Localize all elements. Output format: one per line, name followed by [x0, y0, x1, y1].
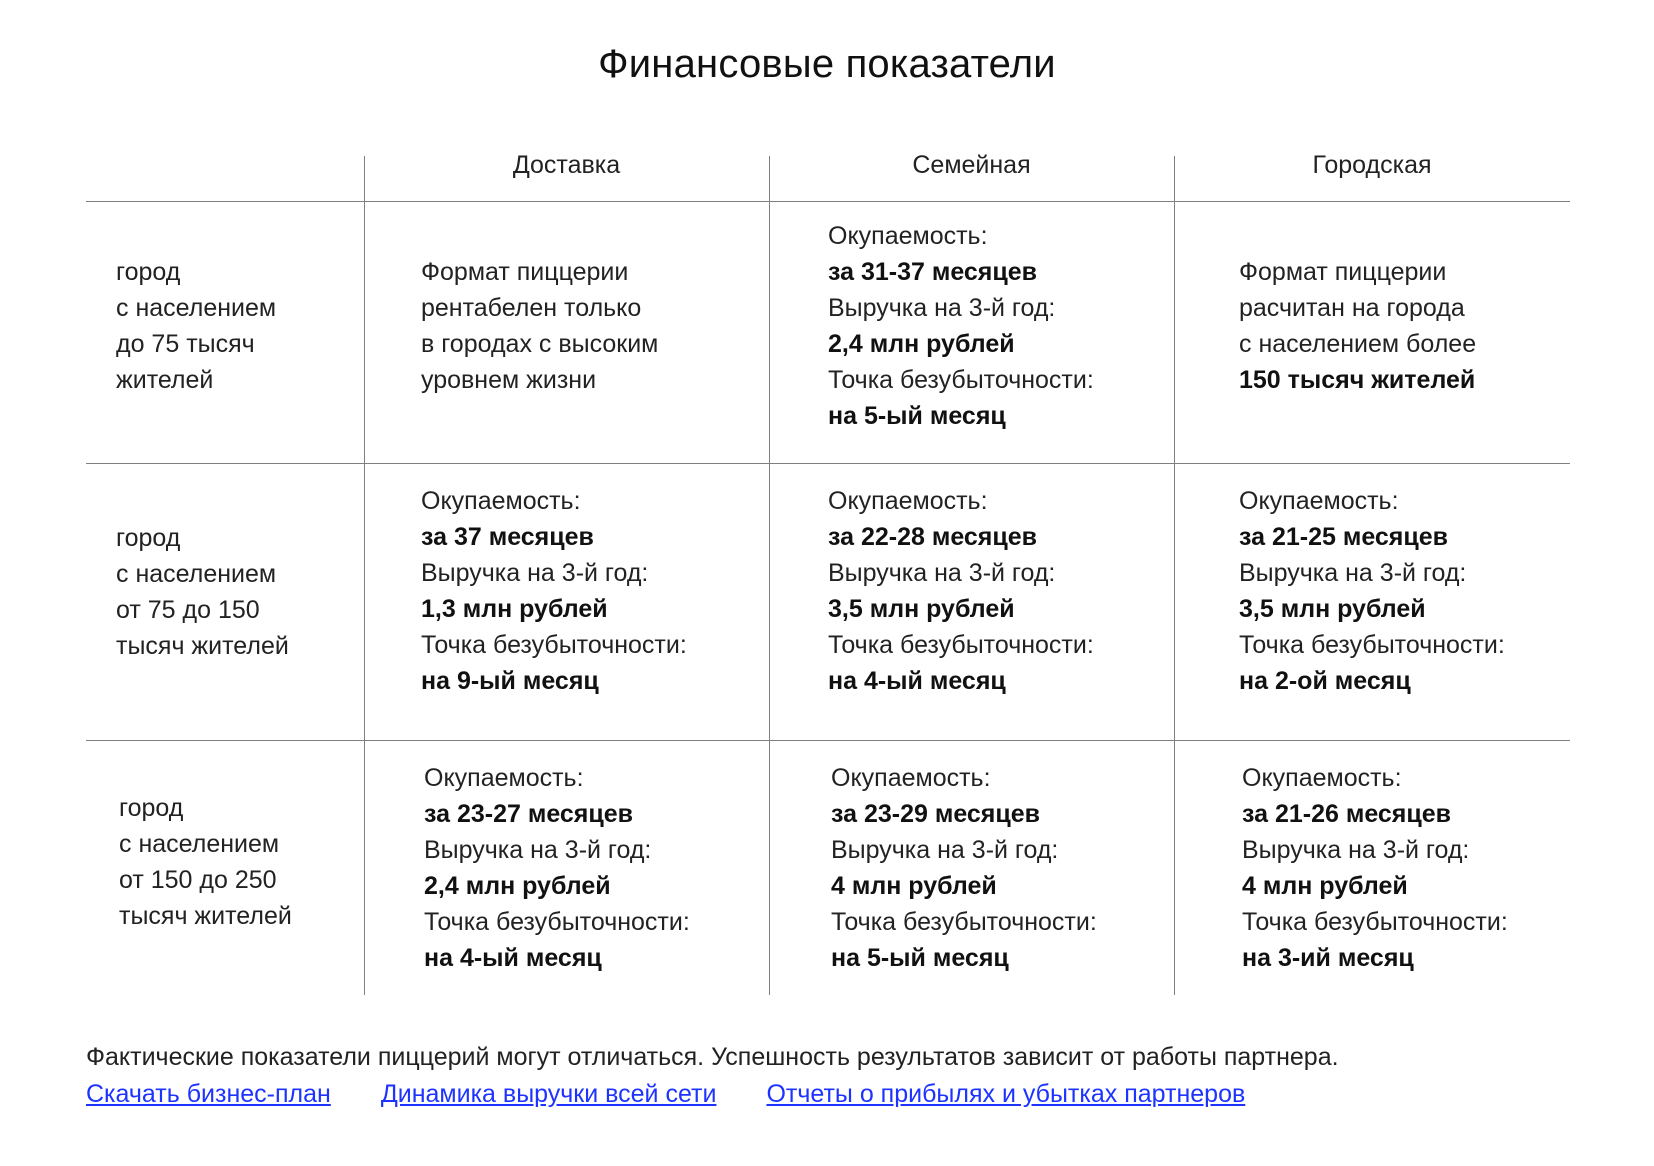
cell-line-value: на 4-ый месяц — [828, 667, 1006, 695]
cell-line-value: 1,3 млн рублей — [421, 595, 608, 623]
cell-line: Выручка на 3-й год: — [1239, 559, 1467, 587]
table-divider — [364, 156, 365, 995]
cell-line-value: 150 тысяч жителей — [1239, 366, 1476, 394]
cell-line-value: на 5-ый месяц — [828, 402, 1006, 430]
cell-line: Точка безубыточности: — [1239, 631, 1505, 659]
column-header-delivery: Доставка — [512, 151, 621, 179]
cell-line-value: на 5-ый месяц — [831, 944, 1009, 972]
cell-line: Окупаемость: — [828, 222, 988, 250]
table-cell — [424, 760, 690, 976]
cell-line-value: на 9-ый месяц — [421, 667, 599, 695]
page-title: Финансовые показатели — [598, 42, 1056, 86]
table-cell — [1242, 760, 1508, 976]
row-label — [116, 254, 276, 398]
row-label-line: с населением — [116, 294, 277, 322]
cell-line-value: за 23-27 месяцев — [424, 800, 634, 828]
row-label-line: от 150 до 250 — [119, 866, 277, 894]
cell-line: Окупаемость: — [1242, 764, 1402, 792]
row-label-line: тысяч жителей — [116, 632, 289, 660]
partner-profit-loss-reports-link[interactable]: Отчеты о прибылях и убытках партнеров — [766, 1080, 1246, 1108]
table-rule — [86, 463, 1570, 464]
row-label-line: город — [116, 258, 181, 286]
cell-line: Точка безубыточности: — [421, 631, 687, 659]
cell-line-value: за 31-37 месяцев — [828, 258, 1038, 286]
table-cell — [1239, 483, 1505, 699]
cell-line-value: за 21-26 месяцев — [1242, 800, 1452, 828]
cell-line-value: на 3-ий месяц — [1242, 944, 1414, 972]
row-label-line: город — [119, 794, 184, 822]
table-cell — [421, 254, 658, 398]
table-rule — [86, 740, 1570, 741]
disclaimer-text: Фактические показатели пиццерий могут отличаться. Успешность результатов зависит от работы партнера. — [86, 1043, 1339, 1071]
cell-line-value: за 22-28 месяцев — [828, 523, 1038, 551]
download-business-plan-link[interactable]: Скачать бизнес-план — [86, 1080, 331, 1108]
cell-line: Окупаемость: — [421, 487, 581, 515]
cell-line: в городах с высоким — [421, 330, 659, 358]
row-label-line: с населением — [119, 830, 280, 858]
table-divider — [1174, 156, 1175, 995]
row-label-line: до 75 тысяч — [116, 330, 255, 358]
cell-line: уровнем жизни — [421, 366, 597, 394]
row-label-line: от 75 до 150 — [116, 596, 260, 624]
row-label-line: с населением — [116, 560, 277, 588]
cell-line: Выручка на 3-й год: — [424, 836, 652, 864]
cell-line: Точка безубыточности: — [828, 366, 1094, 394]
cell-line-value: 4 млн рублей — [831, 872, 997, 900]
cell-line: расчитан на города — [1239, 294, 1465, 322]
network-revenue-dynamics-link[interactable]: Динамика выручки всей сети — [380, 1080, 717, 1108]
table-cell — [828, 483, 1094, 699]
cell-line-value: за 23-29 месяцев — [831, 800, 1041, 828]
table-cell — [831, 760, 1097, 976]
cell-line: с населением более — [1239, 330, 1477, 358]
cell-line-value: 2,4 млн рублей — [424, 872, 611, 900]
table-divider — [769, 156, 770, 995]
column-header-city: Городская — [1312, 151, 1432, 179]
row-label-line: город — [116, 524, 181, 552]
table-cell — [421, 483, 687, 699]
cell-line: Выручка на 3-й год: — [828, 559, 1056, 587]
cell-line: Выручка на 3-й год: — [831, 836, 1059, 864]
cell-line: Выручка на 3-й год: — [421, 559, 649, 587]
table-rule — [86, 201, 1570, 202]
cell-line: Точка безубыточности: — [1242, 908, 1508, 936]
cell-line: Окупаемость: — [424, 764, 584, 792]
table-cell — [1239, 254, 1476, 398]
cell-line: рентабелен только — [421, 294, 642, 322]
cell-line-value: за 21-25 месяцев — [1239, 523, 1449, 551]
row-label-line: жителей — [116, 366, 214, 394]
cell-line: Выручка на 3-й год: — [828, 294, 1056, 322]
cell-line-value: на 4-ый месяц — [424, 944, 602, 972]
cell-line: Окупаемость: — [831, 764, 991, 792]
footer-links — [86, 1080, 1295, 1109]
cell-line-value: за 37 месяцев — [421, 523, 594, 551]
cell-line: Формат пиццерии — [421, 258, 629, 286]
cell-line-value: 3,5 млн рублей — [1239, 595, 1426, 623]
column-header-family: Семейная — [912, 151, 1031, 179]
table-cell — [828, 218, 1094, 434]
cell-line: Точка безубыточности: — [424, 908, 690, 936]
row-label-line: тысяч жителей — [119, 902, 292, 930]
cell-line: Точка безубыточности: — [831, 908, 1097, 936]
cell-line-value: 2,4 млн рублей — [828, 330, 1015, 358]
cell-line-value: на 2-ой месяц — [1239, 667, 1411, 695]
cell-line: Окупаемость: — [1239, 487, 1399, 515]
cell-line-value: 3,5 млн рублей — [828, 595, 1015, 623]
row-label — [119, 790, 292, 934]
cell-line-value: 4 млн рублей — [1242, 872, 1408, 900]
cell-line: Выручка на 3-й год: — [1242, 836, 1470, 864]
cell-line: Окупаемость: — [828, 487, 988, 515]
row-label — [116, 520, 289, 664]
cell-line: Точка безубыточности: — [828, 631, 1094, 659]
cell-line: Формат пиццерии — [1239, 258, 1447, 286]
